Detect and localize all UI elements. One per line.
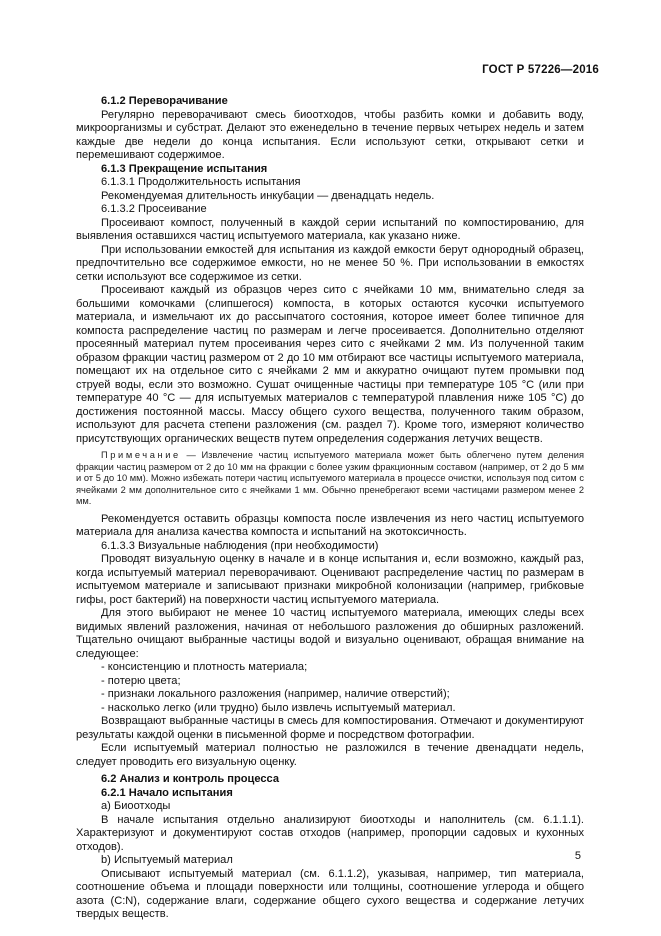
item-a-label: a) Биоотходы [101,800,171,813]
section-6-1-3-3-para-3: Возвращают выбранные частицы в смесь для компостирования. Отмечают и документируют результаты каждой оценки в письменной форме и посредством фотографии. [76,715,584,741]
section-6-1-3-2-para-2: При использовании емкостей для испытания из каждой емкости берут однородный образец, предпочтительно все содержимое емкости, но не менее 50 %. При использовании в емкостях сетки используют все содержимое из сетки. [76,243,584,283]
section-6-1-3-1-text: Рекомендуемая длительность инкубации — двенадцать недель. [101,189,435,202]
document-body [76,95,584,922]
list-item: - консистенцию и плотность материала; [101,661,308,674]
section-6-1-3-2-para-3: Просеивают каждый из образцов через сито с ячейками 10 мм, внимательно следя за большими комочками (слипшегося) компоста, в которых остаются кусочки испытуемого материала, и измельчают их до рассыпчатого состояния, которое имеет более типичное для компоста распределение частиц по размерам и легче просеивается. Дополнительно отделяют просеянный материал путем просеивания через сито с ячейками 2 мм. Из полученной таким образом фракции частиц размером от 2 до 10 мм отбирают все частицы испытуемого материала, помещают их на отдельное сито с ячейками 2 мм и аккуратно очищают путем промывки под струей воды, если это возможно. Сушат очищенные частицы при температуре 105 °С (или при температуре 40 °С — для испытуемых материалов с температурой плавления ниже 105 °С) до достижения постоянной массы. Массу общего сухого вещества, полученного таким образом, используют для расчета степени разложения (см. раздел 7). Кроме того, измеряют количество присутствующих органических веществ путем определения содержания летучих веществ. [76,284,584,445]
section-6-1-3-3-heading: 6.1.3.3 Визуальные наблюдения (при необходимости) [101,539,379,552]
section-6-1-3-2-heading: 6.1.3.2 Просеивание [101,203,207,215]
note-text: — Извлечение частиц испытуемого материала может быть облегчено путем деления фракции частиц размером от 2 до 10 мм на фракции с более узким фракционным составом (например, от 2 до 5 мм и от 5 до 10 мм). Можно избежать потери частиц испытуемого материала в процессе очистки, используя под ситом с ячейками 2 мм дополнительное сито с ячейками 1 мм. Обычно пренебрегают всеми частицами размером менее 2 мм. [76,450,584,507]
item-b-label: b) Испытуемый материал [101,854,233,867]
section-6-1-2-heading: 6.1.2 Переворачивание [101,95,228,107]
section-6-1-3-1-heading: 6.1.3.1 Продолжительность испытания [101,176,301,188]
page-number: 5 [574,850,581,862]
note-paragraph [76,450,584,508]
section-6-1-3-3-para-1: Проводят визуальную оценку в начале и в конце испытания и, если возможно, каждый раз, когда испытуемый материал переворачивают. Оценивают распределение частиц по размерам в испытуемом материале и записывают признаки микробной колонизации (например, грибковые гифы, рост бактерий) на поверхности частиц испытуемого материала. [76,553,584,606]
section-6-2-heading: 6.2 Анализ и контроль процесса [101,773,280,786]
section-6-1-3-2-para-4: Рекомендуется оставить образцы компоста после извлечения из него частиц испытуемого материала для анализа качества компоста и испытаний на экотоксичность. [76,512,584,539]
section-6-1-2-text: Регулярно переворачивают смесь биоотходов, чтобы разбить комки и добавить воду, микроорганизмы и субстрат. Делают это еженедельно в течение первых четырех недель и затем каждые две недели до конца испытания. Если используют сетки, открывают сетки и перемешивают содержимое. [76,108,584,161]
list-item: - насколько легко (или трудно) было извлечь испытуемый материал. [101,701,456,714]
list-item: - признаки локального разложения (например, наличие отверстий); [101,688,450,701]
section-6-2-1-heading: 6.2.1 Начало испытания [101,786,233,799]
document-code-header: ГОСТ Р 57226—2016 [482,64,599,76]
item-a-text: В начале испытания отдельно анализируют биоотходы и наполнитель (см. 6.1.1.1). Характеризуют и документируют состав отходов (например, пропорции садовых и кухонных отходов). [76,813,584,853]
list-item: - потерю цвета; [101,674,181,687]
section-6-1-3-3-para-2: Для этого выбирают не менее 10 частиц испытуемого материала, имеющих следы всех видимых явлений разложения, начиная от небольшого разложения до обширных разложений. Тщательно очищают выбранные частицы водой и визуально оценивают, обращая внимание на следующее: [76,607,584,660]
section-6-1-3-heading: 6.1.3 Прекращение испытания [101,162,268,175]
section-6-1-3-3-para-4: Если испытуемый материал полностью не разложился в течение двенадцати недель, следует проводить его визуальную оценку. [76,742,584,768]
section-6-1-3-2-para-1: Просеивают компост, полученный в каждой серии испытаний по компостированию, для выявления оставшихся частиц испытуемого материала, как указано ниже. [76,216,584,242]
item-b-text: Описывают испытуемый материал (см. 6.1.1.2), указывая, например, тип материала, соотношение объема и площади поверхности или толщины, соотношение углерода и общего азота (C:N), содержание влаги, содержание общего сухого вещества и содержание летучих твердых веществ. [76,867,584,921]
note-label: Примечание [101,450,181,460]
